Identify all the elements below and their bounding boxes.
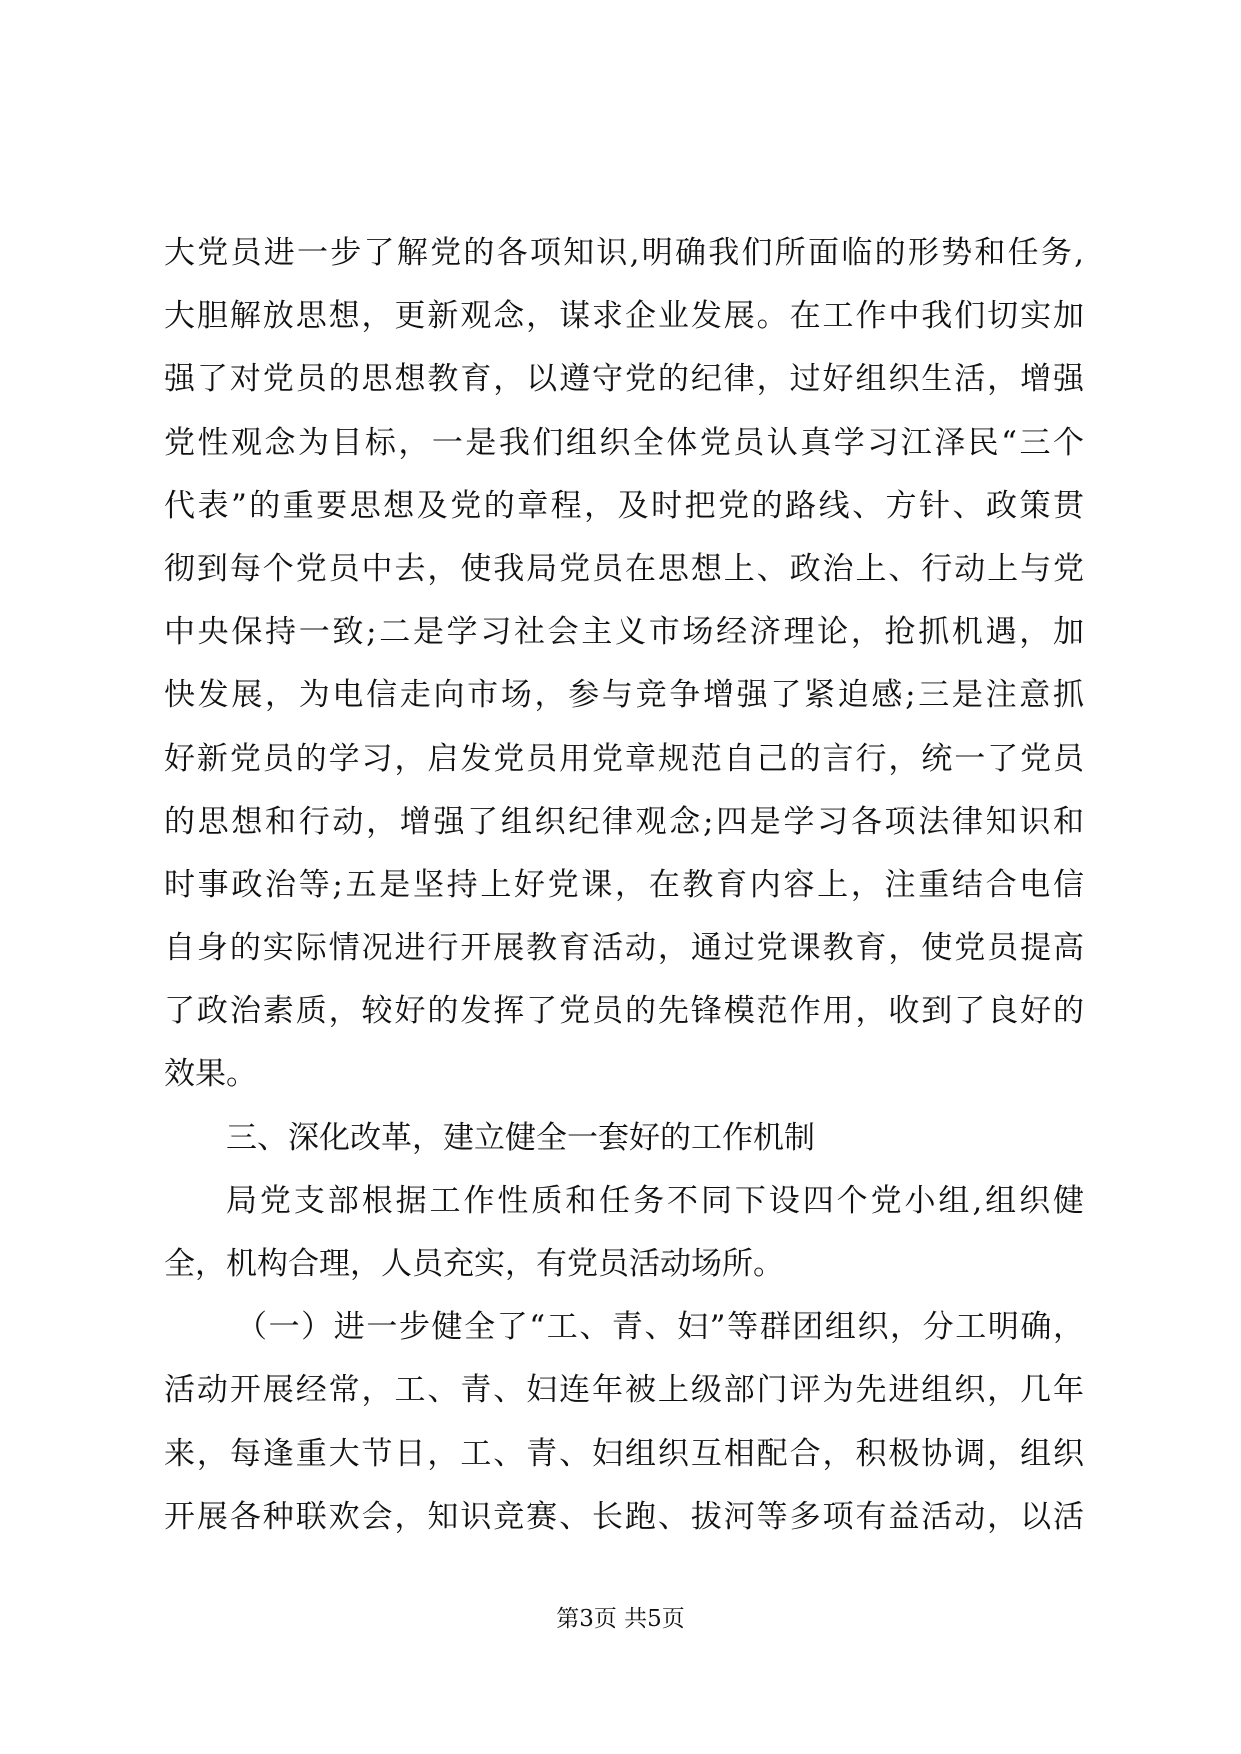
- text-line: 时事政治等;五是坚持上好党课，在教育内容上，注重结合电信: [164, 866, 1084, 903]
- text-line: 自身的实际情况进行开展教育活动，通过党课教育，使党员提高: [164, 930, 1084, 967]
- text-line: 开展各种联欢会，知识竞赛、长跑、拔河等多项有益活动，以活: [164, 1498, 1084, 1535]
- page-number: 第3页 共5页: [556, 1606, 685, 1632]
- text-line: 快发展，为电信走向市场，参与竞争增强了紧迫感;三是注意抓: [164, 677, 1084, 714]
- text-line: 了政治素质，较好的发挥了党员的先锋模范作用，收到了良好的: [164, 993, 1084, 1030]
- text-line: 党性观念为目标，一是我们组织全体党员认真学习江泽民“三个: [164, 424, 1084, 461]
- document-body: [164, 229, 1084, 1556]
- page-footer: [0, 1604, 1241, 1634]
- text-line: 来，每逢重大节日，工、青、妇组织互相配合，积极协调，组织: [164, 1435, 1084, 1472]
- text-line: 全，机构合理，人员充实，有党员活动场所。: [164, 1246, 784, 1282]
- text-line: 好新党员的学习，启发党员用党章规范自己的言行，统一了党员: [164, 740, 1084, 777]
- text-line: （一）进一步健全了“工、青、妇”等群团组织，分工明确，: [236, 1309, 1084, 1346]
- section-heading: 三、深化改革，建立健全一套好的工作机制: [226, 1119, 815, 1156]
- text-line: 大党员进一步了解党的各项知识,明确我们所面临的形势和任务,: [164, 235, 1084, 271]
- text-line: 的思想和行动，增强了组织纪律观念;四是学习各项法律知识和: [164, 803, 1084, 840]
- text-line: 大胆解放思想，更新观念，谋求企业发展。在工作中我们切实加: [164, 298, 1084, 335]
- text-line: 效果。: [164, 1056, 257, 1093]
- text-line: 彻到每个党员中去，使我局党员在思想上、政治上、行动上与党: [164, 550, 1084, 587]
- text-line: 中央保持一致;二是学习社会主义市场经济理论，抢抓机遇，加: [164, 614, 1084, 651]
- text-line: 活动开展经常，工、青、妇连年被上级部门评为先进组织，几年: [164, 1372, 1084, 1409]
- text-line: 局党支部根据工作性质和任务不同下设四个党小组,组织健: [226, 1182, 1084, 1219]
- text-line: 强了对党员的思想教育，以遵守党的纪律，过好组织生活，增强: [164, 361, 1084, 398]
- text-line: 代表”的重要思想及党的章程，及时把党的路线、方针、政策贯: [164, 487, 1084, 524]
